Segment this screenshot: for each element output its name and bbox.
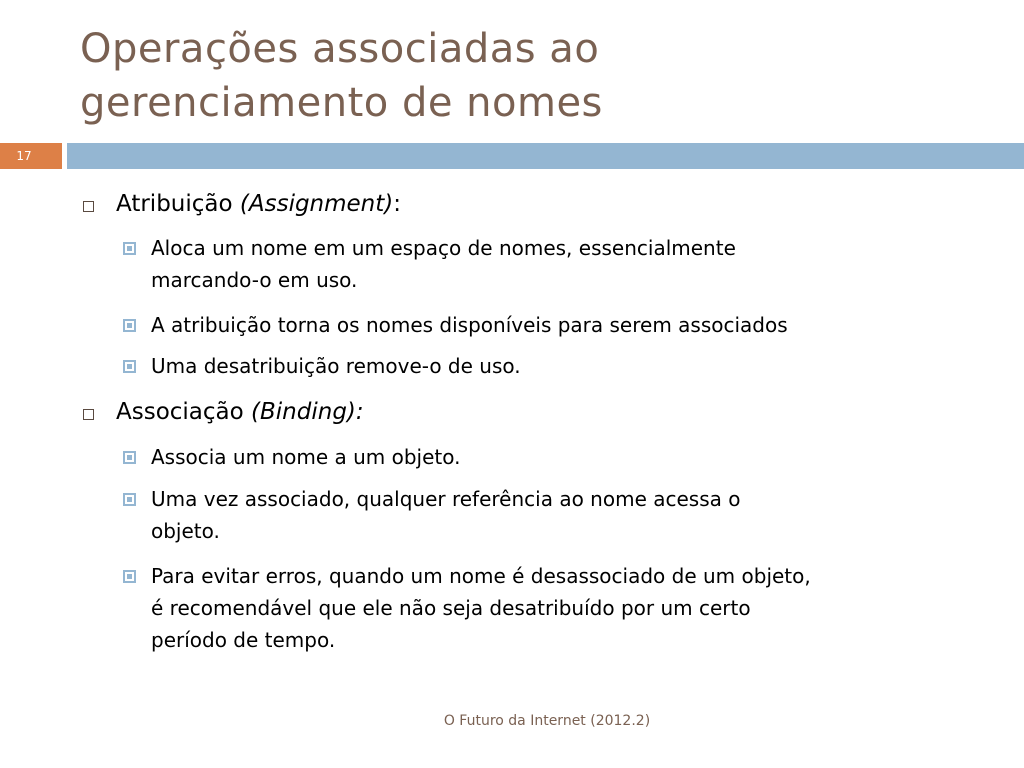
bullet-assignment [116, 189, 976, 219]
slide-title-line-1: Operações associadas ao [80, 26, 600, 72]
slide-footer: O Futuro da Internet (2012.2) [443, 713, 651, 729]
sub-bullet-line: Uma desatribuição remove-o de uso. [151, 354, 521, 378]
filled-square-bullet-icon [123, 319, 136, 332]
slide-title-line-2: gerenciamento de nomes [80, 80, 603, 126]
sub-bullet-line: A atribuição torna os nomes disponíveis para serem associados [151, 313, 788, 337]
sub-bullet-assign-2 [151, 309, 981, 341]
filled-square-bullet-icon [123, 570, 136, 583]
filled-square-bullet-icon [123, 360, 136, 373]
sub-bullet-assign-3 [151, 350, 981, 382]
filled-square-bullet-icon [123, 493, 136, 506]
filled-square-bullet-icon [123, 451, 136, 464]
square-bullet-icon [83, 409, 94, 420]
sub-bullet-line: Uma vez associado, qualquer referência ao nome acessa o [151, 487, 741, 511]
bullet-binding-term: (Binding) [251, 399, 356, 425]
bullet-binding-label: Associação [116, 399, 252, 425]
bullet-binding-suffix: : [355, 399, 364, 425]
sub-bullet-line: objeto. [151, 519, 220, 543]
bullet-assignment-term: (Assignment) [239, 191, 394, 217]
square-bullet-icon [83, 201, 94, 212]
sub-bullet-line: marcando-o em uso. [151, 268, 358, 292]
sub-bullet-bind-2 [151, 483, 981, 547]
sub-bullet-bind-3 [151, 560, 981, 656]
sub-bullet-line: é recomendável que ele não seja desatribuído por um certo [151, 596, 751, 620]
sub-bullet-line: Aloca um nome em um espaço de nomes, essencialmente [151, 236, 736, 260]
sub-bullet-bind-1 [151, 441, 981, 473]
sub-bullet-line: Associa um nome a um objeto. [151, 445, 461, 469]
sub-bullet-line: período de tempo. [151, 628, 336, 652]
bullet-assignment-suffix: : [393, 191, 402, 217]
filled-square-bullet-icon [123, 242, 136, 255]
bullet-assignment-label: Atribuição [116, 191, 240, 217]
slide-number: 17 [16, 149, 32, 163]
bullet-binding [116, 397, 976, 427]
sub-bullet-line: Para evitar erros, quando um nome é desassociado de um objeto, [151, 564, 811, 588]
sub-bullet-assign-1 [151, 232, 981, 296]
